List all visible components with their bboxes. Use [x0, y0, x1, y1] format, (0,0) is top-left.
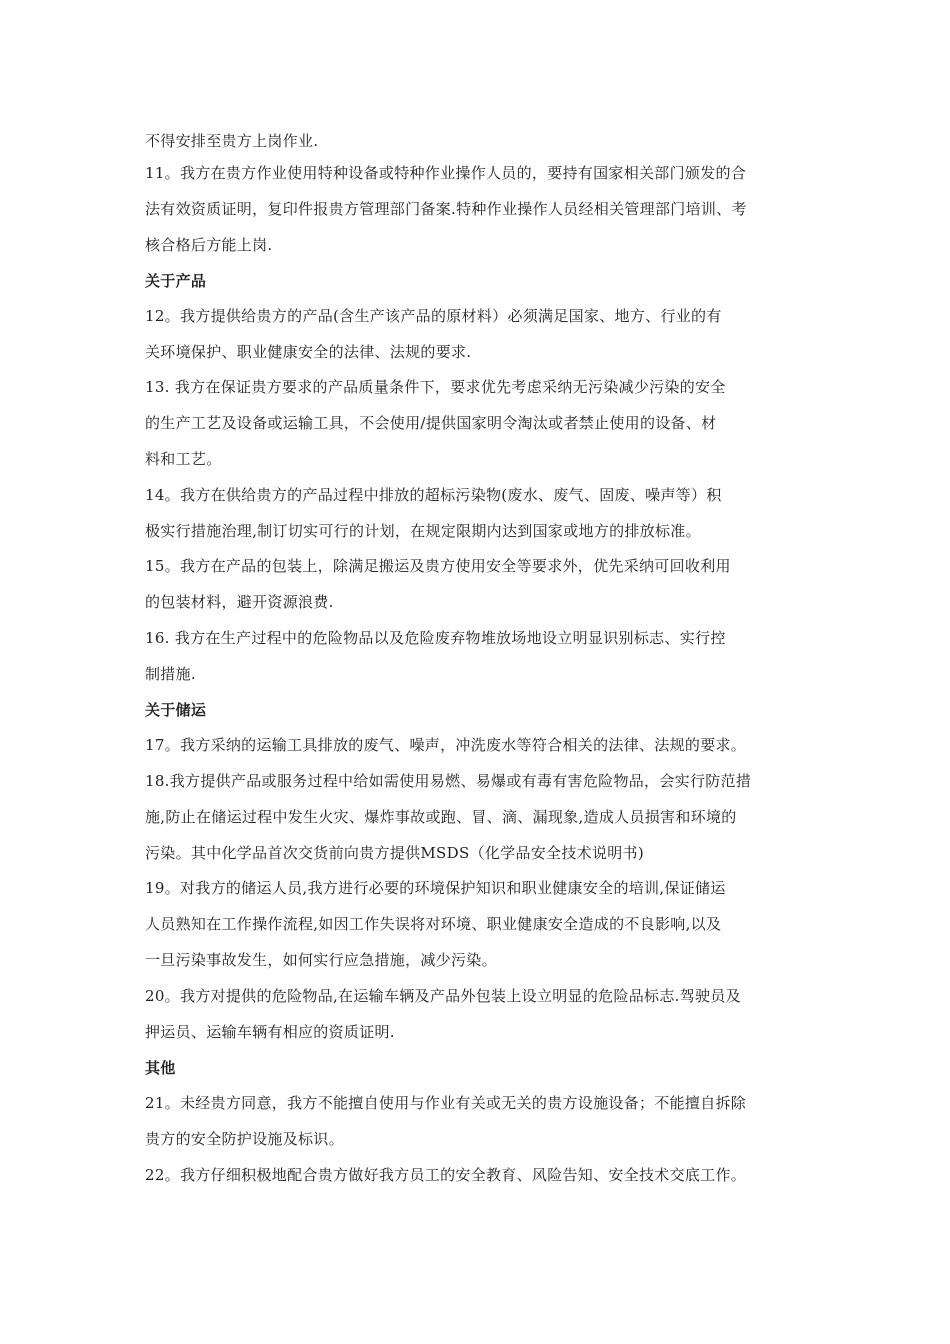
text-line: 不得安排至贵方上岗作业. [145, 132, 319, 150]
text-line: 20。我方对提供的危险物品,在运输车辆及产品外包装上设立明显的危险品标志.驾驶员及 [145, 987, 741, 1005]
text-line: 一旦污染事故发生，如何实行应急措施，减少污染。 [145, 951, 497, 969]
text-line: 22。我方仔细积极地配合贵方做好我方员工的安全教育、风险告知、安全技术交底工作。 [145, 1166, 747, 1184]
text-line: 料和工艺。 [145, 450, 222, 468]
text-line: 13. 我方在保证贵方要求的产品质量条件下，要求优先考虑采纳无污染减少污染的安全 [145, 378, 726, 396]
text-line: 11。我方在贵方作业使用特种设备或特种作业操作人员的，要持有国家相关部门颁发的合 [145, 164, 747, 182]
text-line: 16. 我方在生产过程中的危险物品以及危险废弃物堆放场地设立明显识别标志、实行控 [145, 629, 726, 647]
text-line: 施,防止在储运过程中发生火灾、爆炸事故或跑、冒、滴、漏现象,造成人员损害和环境的 [145, 808, 737, 826]
text-line: 21。未经贵方同意，我方不能擅自使用与作业有关或无关的贵方设施设备；不能擅自拆除 [145, 1094, 747, 1112]
section-heading: 关于储运 [145, 701, 207, 719]
section-heading: 关于产品 [145, 272, 207, 290]
text-line: 贵方的安全防护设施及标识。 [145, 1130, 344, 1148]
text-line: 人员熟知在工作操作流程,如因工作失误将对环境、职业健康安全造成的不良影响,以及 [145, 915, 722, 933]
text-line: 核合格后方能上岗. [145, 236, 273, 254]
text-line: 12。我方提供给贵方的产品(含生产该产品的原材料）必须满足国家、地方、行业的有 [145, 307, 722, 325]
text-line: 的生产工艺及设备或运输工具，不会使用/提供国家明令淘汰或者禁止使用的设备、材 [145, 414, 717, 432]
text-line: 法有效资质证明，复印件报贵方管理部门备案.特种作业操作人员经相关管理部门培训、考 [145, 200, 747, 218]
text-line: 关环境保护、职业健康安全的法律、法规的要求. [145, 343, 472, 361]
section-heading: 其他 [145, 1059, 176, 1077]
text-line: 17。我方采纳的运输工具排放的废气、噪声，冲洗废水等符合相关的法律、法规的要求。 [145, 736, 747, 754]
text-line: 制措施. [145, 665, 196, 683]
text-line: 的包装材料，避开资源浪费. [145, 593, 334, 611]
text-line: 14。我方在供给贵方的产品过程中排放的超标污染物(废水、废气、固废、噪声等）积 [145, 486, 722, 504]
text-line: 18.我方提供产品或服务过程中给如需使用易燃、易爆或有毒有害危险物品，会实行防范措 [145, 772, 752, 790]
text-line: 押运员、运输车辆有相应的资质证明. [145, 1023, 395, 1041]
text-line: 19。对我方的储运人员,我方进行必要的环境保护知识和职业健康安全的培训,保证储运 [145, 879, 726, 897]
text-line: 极实行措施治理,制订切实可行的计划，在规定限期内达到国家或地方的排放标准。 [145, 522, 701, 540]
text-line: 15。我方在产品的包装上，除满足搬运及贵方使用安全等要求外，优先采纳可回收利用 [145, 557, 731, 575]
text-line: 污染。其中化学品首次交货前向贵方提供MSDS（化学品安全技术说明书) [145, 844, 644, 862]
